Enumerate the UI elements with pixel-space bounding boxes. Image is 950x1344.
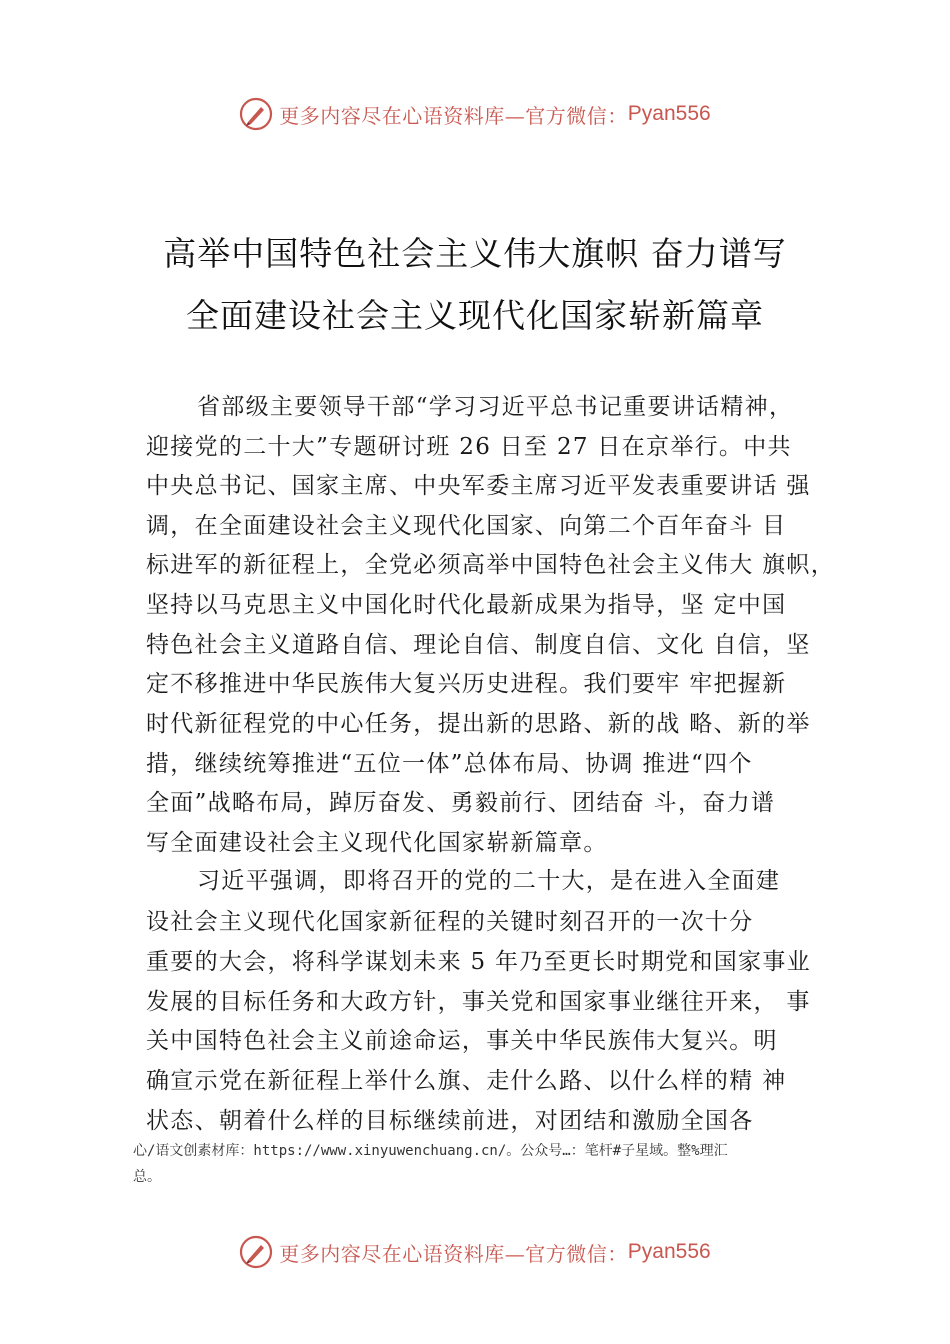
body-line: 重要的大会，将科学谋划未来 5 年乃至更长时期党和国家事业 bbox=[146, 949, 811, 975]
banner-text: 更多内容尽在心语资料库—官方微信： bbox=[279, 1241, 628, 1266]
body-line: 全面”战略布局，踔厉奋发、勇毅前行、团结奋 斗，奋力谱 bbox=[146, 790, 776, 816]
pen-logo-icon bbox=[239, 97, 273, 131]
body-line: 调，在全面建设社会主义现代化国家、向第二个百年奋斗 目 bbox=[146, 513, 787, 539]
body-line: 标进军的新征程上，全党必须高举中国特色社会主义伟大 旗帜， bbox=[146, 552, 836, 578]
body-line: 关中国特色社会主义前途命运，事关中华民族伟大复兴。明 bbox=[146, 1028, 778, 1054]
document-title-line-2: 全面建设社会主义现代化国家崭新篇章 bbox=[186, 296, 764, 335]
body-line: 时代新征程党的中心任务，提出新的思路、新的战 略、新的举 bbox=[146, 711, 811, 737]
body-line: 确宣示党在新征程上举什么旗、走什么路、以什么样的精 神 bbox=[146, 1068, 787, 1094]
body-line: 定不移推进中华民族伟大复兴历史进程。我们要牢 牢把握新 bbox=[146, 671, 787, 697]
body-line: 坚持以马克思主义中国化时代化最新成果为指导，坚 定中国 bbox=[146, 592, 787, 618]
footnote-line-1: 心/语文创素材库：https://www.xinyuwenchuang.cn/。公众号…：笔杆#子星域。整%理汇 bbox=[133, 1143, 728, 1159]
banner-wechat-id: Pyan556 bbox=[627, 102, 711, 125]
footer-banner bbox=[0, 1232, 950, 1272]
body-line: 中央总书记、国家主席、中央军委主席习近平发表重要讲话 强 bbox=[146, 473, 811, 499]
banner-wechat-id: Pyan556 bbox=[627, 1240, 711, 1263]
body-line: 措，继续统筹推进“五位一体”总体布局、协调 推进“四个 bbox=[146, 751, 753, 777]
body-line: 发展的目标任务和大政方针，事关党和国家事业继往开来， 事 bbox=[146, 989, 811, 1015]
pen-logo-icon bbox=[239, 1235, 273, 1269]
banner-text: 更多内容尽在心语资料库—官方微信： bbox=[279, 103, 628, 128]
body-line: 设社会主义现代化国家新征程的关键时刻召开的一次十分 bbox=[146, 909, 754, 935]
body-line: 特色社会主义道路自信、理论自信、制度自信、文化 自信，坚 bbox=[146, 632, 811, 658]
header-banner bbox=[0, 94, 950, 134]
body-line: 迎接党的二十大”专题研讨班 26 日至 27 日在京举行。中共 bbox=[146, 434, 792, 460]
document-title-line-1: 高举中国特色社会主义伟大旗帜 奋力谱写 bbox=[163, 234, 787, 273]
body-line: 状态、朝着什么样的目标继续前进，对团结和激励全国各 bbox=[146, 1108, 754, 1134]
footnote-line-2: 总。 bbox=[133, 1169, 161, 1185]
body-line: 习近平强调，即将召开的党的二十大，是在进入全面建 bbox=[197, 868, 781, 894]
body-line: 省部级主要领导干部“学习习近平总书记重要讲话精神， bbox=[197, 394, 794, 420]
body-line: 写全面建设社会主义现代化国家崭新篇章。 bbox=[146, 830, 608, 856]
